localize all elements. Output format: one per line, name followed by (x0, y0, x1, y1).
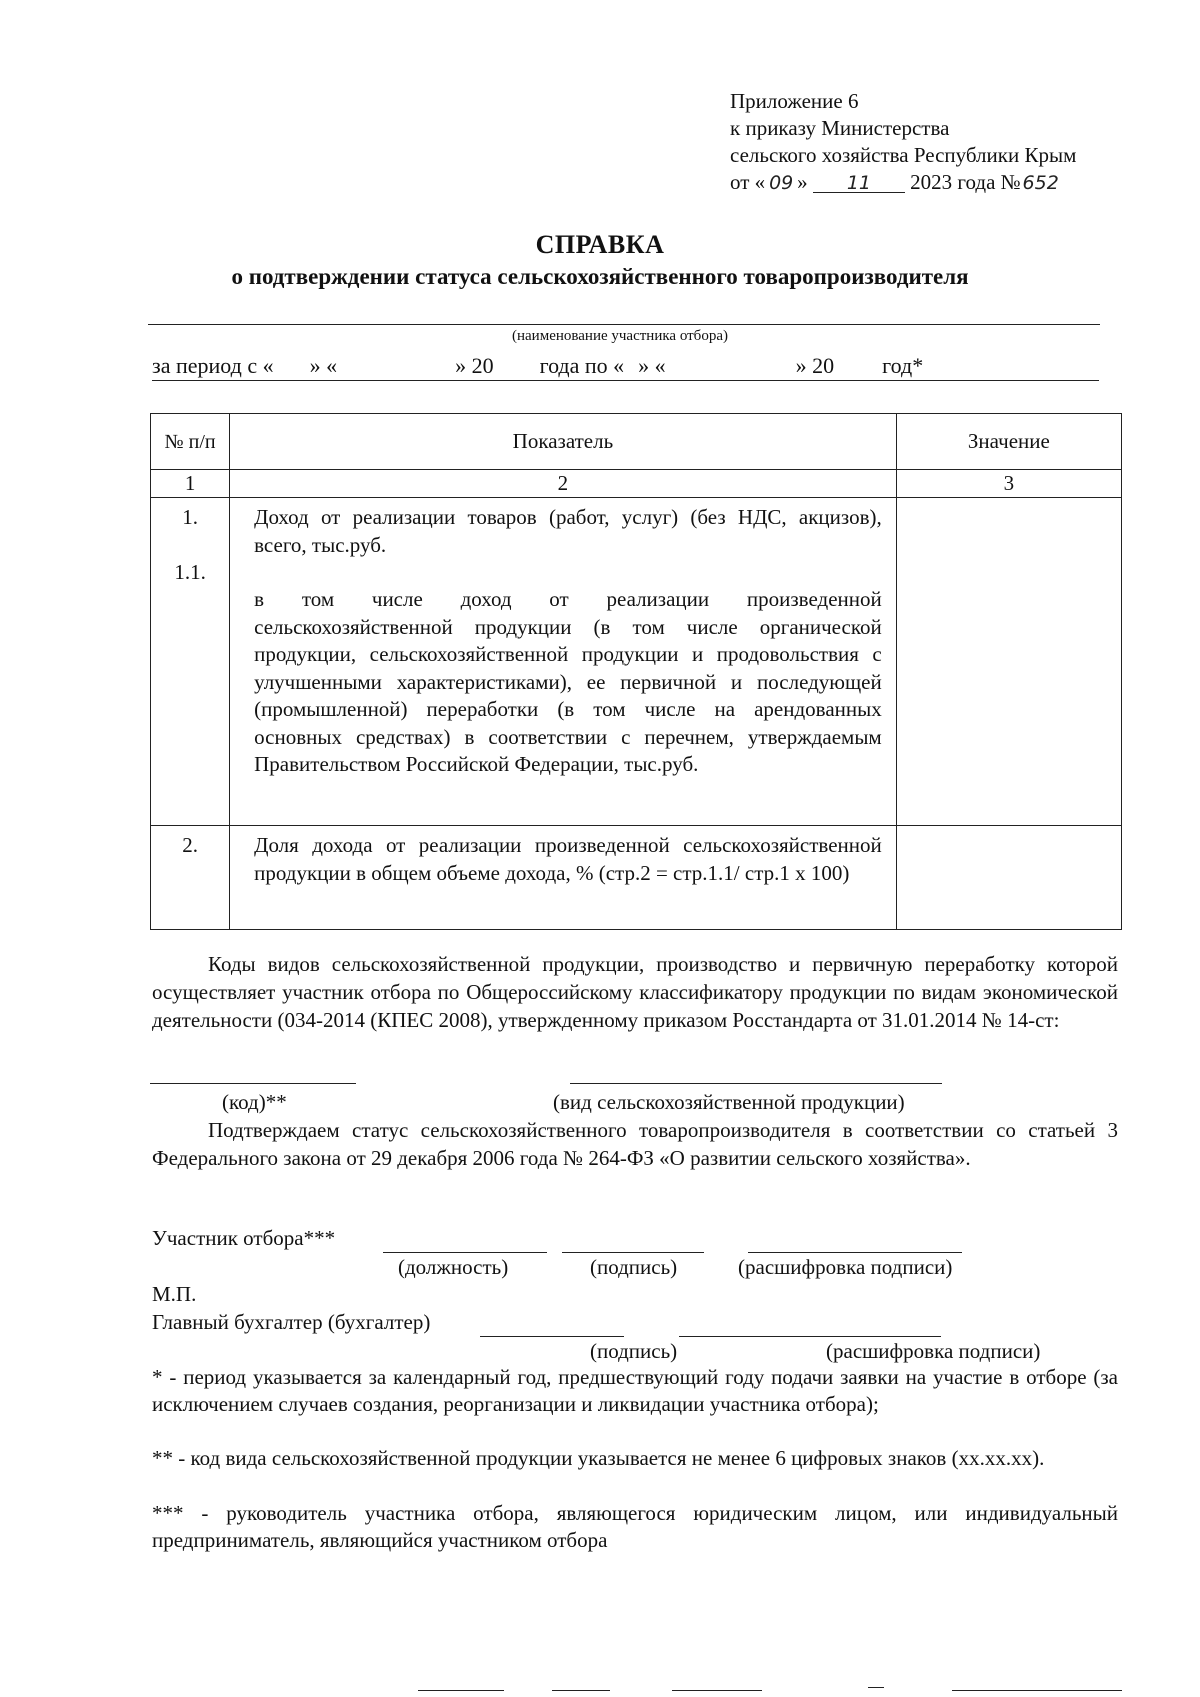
participant-caption: (наименование участника отбора) (512, 328, 728, 344)
decode-caption: (расшифровка подписи) (738, 1255, 953, 1279)
position-caption: (должность) (398, 1255, 509, 1279)
code-caption: (код)** (222, 1090, 287, 1114)
accountant-decode-line[interactable] (679, 1336, 941, 1337)
accountant-signature-line[interactable] (480, 1336, 624, 1337)
header-indicator: Показатель (230, 414, 897, 470)
colnum-2: 2 (230, 470, 897, 498)
period-from-sep: » « (309, 353, 338, 378)
attachment-line-3: сельского хозяйства Республики Крым (730, 143, 1077, 167)
row-1-text: Доход от реализации товаров (работ, услуг) (без НДС, акцизов), всего, тыс.руб. (254, 505, 882, 557)
attachment-line-2: к приказу Министерства (730, 116, 950, 140)
indicators-table (150, 413, 1122, 930)
participant-name-line[interactable] (148, 324, 1100, 325)
table-row (151, 826, 1122, 930)
date-prefix: от « (730, 170, 766, 194)
colnum-3: 3 (896, 470, 1121, 498)
kind-caption: (вид сельскохозяйственной продукции) (553, 1090, 905, 1114)
scan-artifact (672, 1690, 762, 1691)
period-to-year-prefix: » 20 (795, 353, 835, 378)
participant-label: Участник отбора*** (152, 1226, 336, 1250)
document-subtitle: о подтверждении статуса сельскохозяйственного товаропроизводителя (231, 264, 969, 289)
order-number: 652 (1022, 172, 1059, 194)
row-1-value[interactable] (896, 498, 1121, 826)
attachment-line-1: Приложение 6 (730, 89, 859, 113)
signature-line[interactable] (562, 1252, 704, 1253)
attachment-date-line (730, 169, 1076, 196)
date-mid: » (797, 170, 813, 194)
footnote-2: ** - код вида сельскохозяйственной продукции указывается не менее 6 цифровых знаков (хх.хх.хх). (152, 1446, 1045, 1470)
date-day: 09 (769, 172, 794, 194)
table-header-row (151, 414, 1122, 470)
period-line (152, 352, 923, 381)
date-year-text: 2023 года № (910, 170, 1021, 194)
signature-caption: (подпись) (590, 1255, 678, 1279)
row-2-text-cell (230, 826, 897, 930)
colnum-1: 1 (151, 470, 230, 498)
codes-paragraph: Коды видов сельскохозяйственной продукции, производство и первичную переработку которой осуществляет участник отбора по Общероссийскому классификатору продукции по видам экономической деятельности (034-2014 (КПЕС 2008), утвержденному приказом Росстандарта от 31.01.2014 № 14-ст: (152, 952, 1118, 1032)
row-1-1-text: в том числе доход от реализации произведенной сельскохозяйственной продукции (в том числе органической продукции, сельскохозяйственной продукции и продовольствия с улучшенными характеристиками), ее первичной и последующей (промышленной) переработки (в том числе на арендованных основных средствах) в соответствии с перечнем, утверждаемым Правительством Российской Федерации, тыс.руб. (254, 587, 882, 777)
footnote-1: * - период указывается за календарный год, предшествующий году подачи заявки на участие в отборе (за исключением случаев создания, реорганизации и ликвидации участника отбора); (152, 1365, 1118, 1416)
scan-artifact (418, 1690, 504, 1691)
table-row (151, 498, 1122, 826)
document-title: СПРАВКА (535, 230, 665, 259)
period-to-sep: » « (638, 353, 666, 378)
scan-artifact (868, 1687, 884, 1688)
scan-artifact (552, 1690, 610, 1691)
attachment-block (730, 88, 1076, 196)
period-underline (152, 380, 1099, 381)
accountant-label: Главный бухгалтер (бухгалтер) (152, 1310, 431, 1334)
footnote-3: *** - руководитель участника отбора, являющегося юридическим лицом, или индивидуальный предприниматель, являющийся участником отбора (152, 1501, 1118, 1552)
row-1-1-number: 1.1. (174, 559, 206, 584)
kind-input-line[interactable] (570, 1083, 942, 1084)
row-2-number: 2. (151, 826, 230, 930)
row-1-text-cell (230, 498, 897, 826)
code-input-line[interactable] (150, 1083, 356, 1084)
period-from-prefix: за период с « (152, 353, 274, 378)
stamp-place: М.П. (152, 1282, 197, 1306)
decode-line[interactable] (748, 1252, 962, 1253)
row-2-value[interactable] (896, 826, 1121, 930)
accountant-decode-caption: (расшифровка подписи) (826, 1339, 1041, 1363)
confirm-paragraph: Подтверждаем статус сельскохозяйственного товаропроизводителя в соответствии со статьей 3 Федерального закона от 29 декабря 2006 года № 264-ФЗ «О развитии сельского хозяйства». (152, 1118, 1118, 1170)
scan-artifact (952, 1690, 1122, 1691)
header-value: Значение (896, 414, 1121, 470)
table-colnum-row (151, 470, 1122, 498)
period-from-year-prefix: » 20 (455, 353, 494, 378)
accountant-signature-caption: (подпись) (590, 1339, 678, 1363)
row-2-text: Доля дохода от реализации произведенной сельскохозяйственной продукции в общем объеме дохода, % (стр.2 = стр.1.1/ стр.1 х 100) (254, 833, 882, 885)
period-to-prefix: года по « (539, 353, 625, 378)
date-month: 11 (813, 170, 905, 193)
header-number: № п/п (151, 414, 230, 470)
row-1-number-cell (151, 498, 230, 826)
row-1-number: 1. (182, 505, 198, 530)
position-line[interactable] (383, 1252, 547, 1253)
period-suffix: год* (882, 353, 924, 378)
